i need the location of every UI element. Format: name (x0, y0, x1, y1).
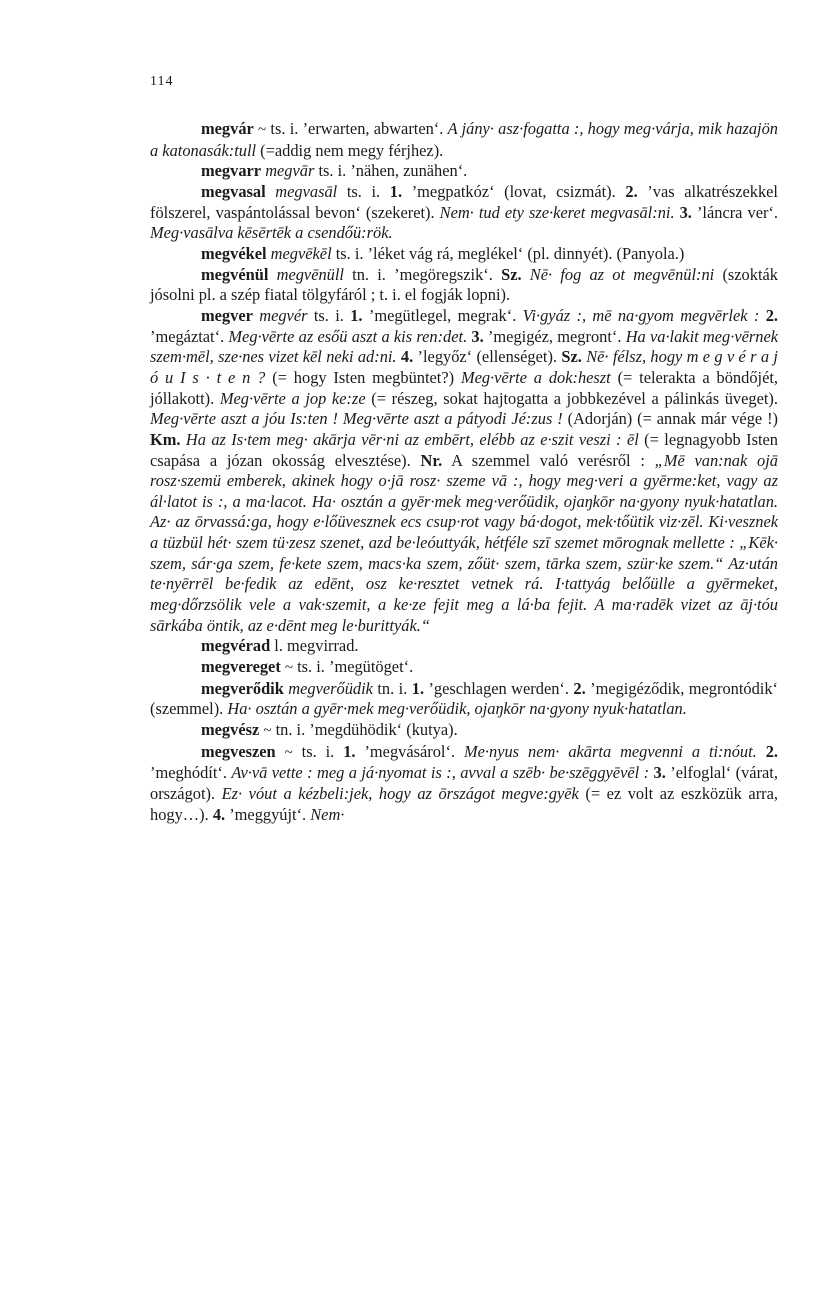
entry-text: ’megigéz, megront‘. (483, 326, 626, 346)
dictionary-entry (150, 161, 778, 182)
entry-text: ts. i. ’megütöget‘. (293, 657, 414, 677)
entry-text: ’láncra ver‘. (691, 202, 778, 222)
sense-number: 2. (765, 741, 779, 761)
dictionary-text (150, 119, 778, 825)
entry-text: ts. i. (292, 741, 344, 761)
italic-text: Meg·vasālva kēsērtēk a csendőü:rök. (150, 223, 393, 243)
entry-text (266, 182, 276, 201)
dictionary-entry (150, 679, 778, 720)
sense-number: 2. (625, 181, 638, 201)
sense-number: 1. (343, 741, 356, 761)
italic-text: Ha va·lakit meg·vērnek szem·mēl, sze·nes vizet kēl neki ad:ni. (150, 326, 778, 367)
entry-text (276, 742, 285, 761)
entry-text: (= telerakta a böndőjét, jóllakott). (150, 367, 778, 408)
sense-number: 1. (411, 678, 425, 698)
entry-text: tn. i. ’megdühödik‘ (kutya). (271, 720, 458, 740)
headword: megver (201, 305, 253, 325)
entry-text: ’vas alkatrészekkel fölszerel, vaspántolással bevon‘ (szekeret). (150, 181, 778, 222)
page-number: 114 (150, 74, 174, 89)
dictionary-entry (150, 244, 778, 265)
italic-text: megvār (265, 161, 315, 181)
italic-text: megverőüdik (288, 678, 373, 698)
italic-text: megvér (259, 305, 308, 325)
italic-text: Nem· tud ety sze·keret megvasāl:ni. (439, 202, 675, 222)
headword: megvész (201, 720, 260, 740)
entry-text: ’elfoglal‘ (várat, országot). (150, 763, 778, 803)
tilde-mark: ~ (263, 723, 272, 740)
entry-text: ’legyőz‘ (ellenséget). (413, 347, 562, 367)
dictionary-entry (150, 265, 778, 306)
sense-number: 2. (573, 678, 586, 698)
sense-number: 4. (212, 804, 226, 824)
entry-text: ’megáztat‘. (150, 326, 229, 346)
headword: Sz. (561, 347, 582, 367)
headword: megvénül (201, 264, 269, 284)
tilde-mark: ~ (258, 122, 267, 138)
entry-text: ’meggyújt‘. (225, 804, 311, 824)
entry-text: (= hogy Isten megbüntet?) (265, 367, 461, 387)
italic-text: Ha az Is·tem meg· akārja vēr·ni az embērt, elébb az e·szit veszi : ēl (185, 429, 639, 449)
sense-number: 3. (679, 202, 692, 222)
dictionary-entry (150, 636, 778, 657)
entry-text: ts. i. ’erwarten, abwarten‘. (266, 119, 448, 138)
entry-text: l. megvirrad. (270, 636, 359, 656)
italic-text: Meg·vērte az esőü aszt a kis ren:det. (228, 326, 468, 346)
headword: megverődik (201, 678, 284, 698)
italic-text: „Mē van:nak ojā rosz·szemü emberek, akinek hogy o·jā rosz· szeme vā :, hogy meg·veri a gyērme:ket, vagy az ál·latot is :, a ma·lacot. Ha· osztán a gyēr·mek meg·verőüdik, ojaŋkōr na·gyony nyuk·hatatlan. Az· az ōrvassá:ga, hogy e·lőüvesznek ecs csup·rot vagy bá·dogot, mek·tőütik viz·zēl. Ki·vesznek a tüzbül hét· szem tü·zesz szenet, azd be·leóuttyák, hétféle szī szemet mōrognak mellette : „Kēk· szem, sár·ga szem, fe·kete szem, macs·ka szem, zőüt· szem, tārka szem, szür·ke szem.“ Az·után te·nyērrēl be·fedik az edēnt, osz ke·resztet vetnek rá. I·tattyág belőülle a gyērmeket, meg·dőrzsölik vele a vak·szemit, a ke·ze fejit meg a lá·ba fejit. A ma·radēk vizet az āj·tóu sārkába öntik, az e·dēnt meg le·burittyák.“ (150, 450, 778, 635)
italic-text: A jány· asz·fogatta :, hogy meg·várja, mik hazajön a katonasák:tull (150, 119, 778, 160)
entry-text: (= legnagyobb Isten csapása a józan okosság elvesztése). (150, 429, 778, 470)
entry-text: (= részeg, sokat hajtogatta a jobbkezével a pálinkás üveget). (365, 388, 778, 408)
dictionary-entry (150, 182, 778, 244)
sense-number: 4. (400, 347, 414, 367)
entry-text: tn. i. (372, 678, 412, 698)
entry-text: A szemmel való verésről : (442, 450, 655, 470)
headword: megveszen (201, 741, 276, 761)
italic-text: Ha· osztán a gyēr·mek meg·verőüdik, ojaŋkōr na·gyony nyuk·hatatlan. (227, 699, 687, 719)
headword: megvérad (201, 636, 271, 656)
italic-text: megvēkēl (270, 243, 332, 263)
headword: megvékel (201, 243, 267, 263)
entry-text: ’megpatkóz‘ (lovat, csizmát). (402, 181, 626, 201)
sense-number: 1. (350, 305, 363, 325)
entry-text: (= ez volt az eszközük arra, hogy…). (150, 784, 778, 824)
tilde-mark: ~ (284, 660, 294, 677)
dictionary-entry (150, 742, 778, 826)
entry-text: ’meghódít‘. (150, 763, 232, 783)
italic-text: Meg·vērte aszt a jóu Is:ten ! Meg·vērte aszt a pátyodi Jé:zus ! (150, 409, 563, 429)
italic-text: Ez· vóut a kézbeli:jek, hogy az ōrszágot megve:gyēk (221, 784, 579, 803)
headword: megvarr (201, 161, 262, 181)
entry-text: (Adorján) (= annak már vége !) (562, 409, 778, 429)
entry-text: ts. i. ’nähen, zunähen‘. (314, 161, 468, 181)
dictionary-entry (150, 119, 778, 161)
entry-text: tn. i. ’megöregszik‘. (343, 264, 502, 284)
tilde-mark: ~ (284, 744, 293, 761)
entry-text: ’megütlegel, megrak‘. (362, 305, 523, 325)
sense-number: 2. (765, 305, 779, 325)
headword: megvasal (201, 181, 266, 201)
italic-text: Nē· félsz, hogy m e g v é r a j ó u I s · t e n ? (150, 347, 778, 387)
entry-text: ts. i. ’léket vág rá, meglékel‘ (pl. dinnyét). (Panyola.) (331, 243, 685, 263)
headword: megvár (201, 119, 254, 138)
entry-text: ’megigéződik, megrontódik‘ (szemmel). (150, 678, 778, 719)
dictionary-entry (150, 306, 778, 637)
entry-text: (szokták jósolni pl. a szép fiatal tölgyfáról ; t. i. el fogják lopni). (150, 264, 778, 305)
dictionary-entry (150, 657, 778, 679)
headword: Km. (150, 429, 181, 449)
sense-number: 3. (653, 763, 666, 783)
italic-text: megvēnüll (276, 264, 344, 284)
entry-text (757, 742, 766, 761)
sense-number: 3. (471, 326, 484, 346)
entry-text (268, 265, 276, 284)
italic-text: megvasāl (275, 181, 338, 201)
italic-text: Meg·vērte a dok:heszt (460, 367, 611, 387)
entry-text: ts. i. (307, 305, 351, 325)
headword: megvereget (201, 657, 281, 677)
dictionary-entry (150, 720, 778, 742)
headword: Nr. (420, 450, 443, 470)
headword: Sz. (501, 264, 522, 284)
entry-text: ’geschlagen werden‘. (424, 678, 574, 698)
italic-text: Vi·gyáz :, mē na·gyom megvērlek : (522, 305, 760, 325)
entry-text: ts. i. (337, 181, 390, 201)
entry-text: (=addig nem megy férjhez). (256, 140, 444, 160)
italic-text: Meg·vērte a jop ke:ze (219, 388, 366, 408)
entry-text: ’megvásárol‘. (355, 741, 464, 761)
italic-text: Nem· (310, 804, 345, 824)
sense-number: 1. (389, 181, 403, 201)
italic-text: Me·nyus nem· akārta megvenni a ti:nóut. (463, 741, 757, 761)
italic-text: Nē· fog az ot megvēnül:ni (529, 264, 715, 284)
entry-text (522, 265, 530, 284)
italic-text: Av·vā vette : meg a já·nyomat is :, avval a szēb· be·szēggyēvēl : (231, 763, 650, 783)
